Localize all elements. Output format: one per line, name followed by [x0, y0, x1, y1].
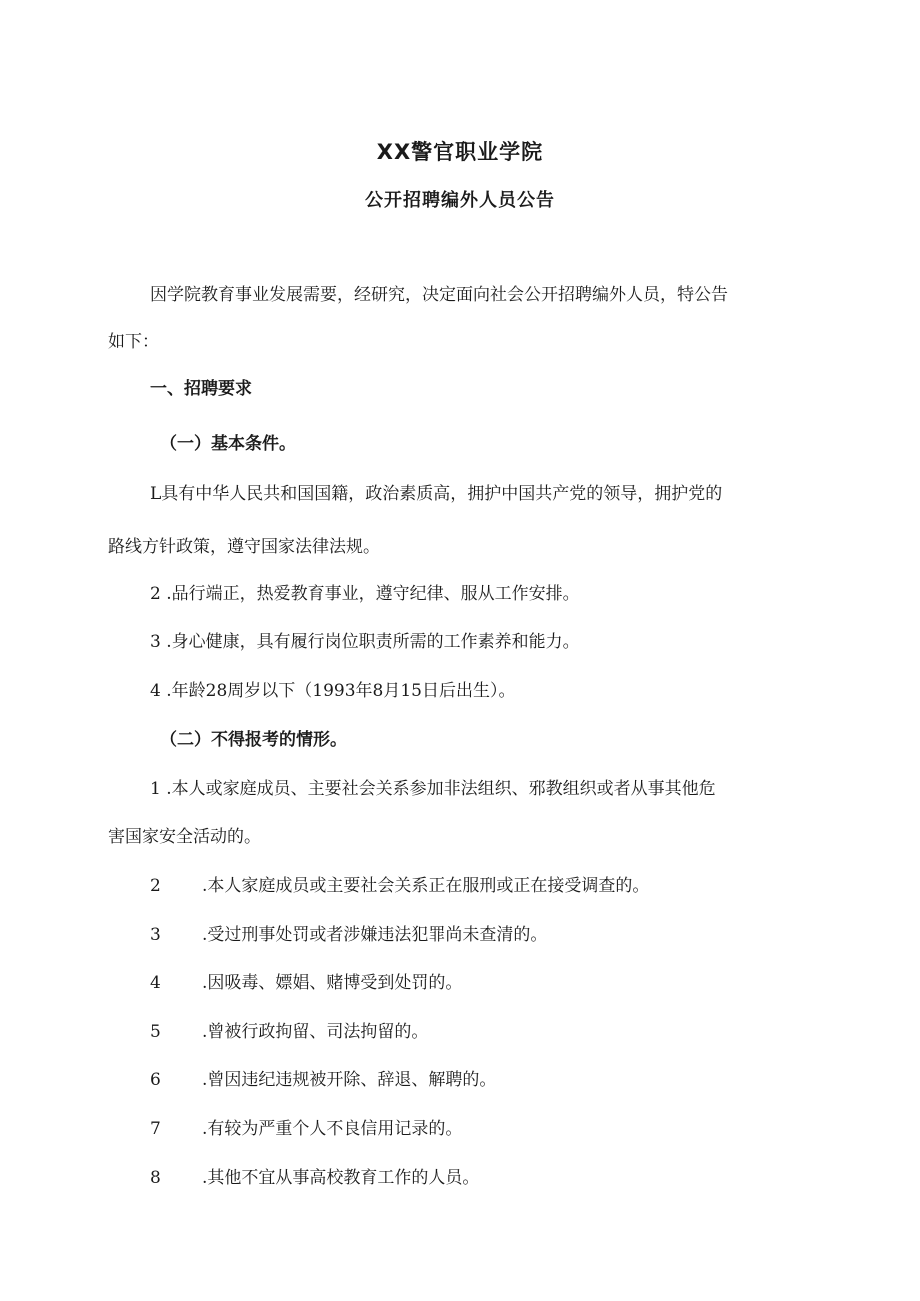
excluded-item-number: 8 [150, 1168, 161, 1188]
excluded-item [150, 1166, 479, 1190]
section-1-heading: 一、招聘要求 [150, 379, 252, 399]
excluded-item-1-line-2: 害国家安全活动的。 [108, 827, 261, 847]
excluded-item-text: .因吸毒、嫖娼、赌博受到处罚的。 [202, 973, 463, 993]
subsection-1-heading: （一）基本条件。 [160, 434, 296, 454]
excluded-item [150, 923, 547, 947]
basic-item-3: 3 .身心健康，具有履行岗位职责所需的工作素养和能力。 [150, 632, 580, 652]
excluded-item-number: 5 [150, 1022, 161, 1042]
excluded-item [150, 971, 462, 995]
excluded-item-text: .其他不宜从事高校教育工作的人员。 [202, 1168, 480, 1188]
basic-item-1-line-2: 路线方针政策，遵守国家法律法规。 [108, 537, 380, 557]
excluded-item [150, 1068, 496, 1092]
intro-line-2: 如下： [108, 332, 159, 352]
excluded-item-number: 2 [150, 876, 161, 896]
excluded-item-number: 6 [150, 1070, 161, 1090]
basic-item-2: 2 .品行端正，热爱教育事业，遵守纪律、服从工作安排。 [150, 584, 580, 604]
excluded-item-text: .有较为严重个人不良信用记录的。 [202, 1119, 463, 1139]
excluded-item-number: 3 [150, 925, 161, 945]
subsection-2-heading: （二）不得报考的情形。 [160, 730, 347, 750]
excluded-item-number: 7 [150, 1119, 161, 1139]
document-subtitle: 公开招聘编外人员公告 [365, 190, 555, 211]
excluded-item-1-line-1: 1 .本人或家庭成员、主要社会关系参加非法组织、邪教组织或者从事其他危 [150, 779, 716, 799]
intro-line-1: 因学院教育事业发展需要，经研究，决定面向社会公开招聘编外人员，特公告 [150, 285, 728, 305]
basic-item-4: 4 .年龄28周岁以下（1993年8月15日后出生）。 [150, 681, 516, 701]
document-title: XX警官职业学院 [376, 140, 544, 164]
excluded-item-number: 4 [150, 973, 161, 993]
excluded-item [150, 1020, 428, 1044]
excluded-item-text: .本人家庭成员或主要社会关系正在服刑或正在接受调查的。 [202, 876, 650, 896]
basic-item-1-line-1: L具有中华人民共和国国籍，政治素质高，拥护中国共产党的领导，拥护党的 [150, 484, 723, 504]
excluded-item-text: .曾因违纪违规被开除、辞退、解聘的。 [202, 1070, 497, 1090]
excluded-item-text: .受过刑事处罚或者涉嫌违法犯罪尚未查清的。 [202, 925, 548, 945]
excluded-item [150, 874, 649, 898]
excluded-item-text: .曾被行政拘留、司法拘留的。 [202, 1022, 429, 1042]
excluded-item [150, 1117, 462, 1141]
